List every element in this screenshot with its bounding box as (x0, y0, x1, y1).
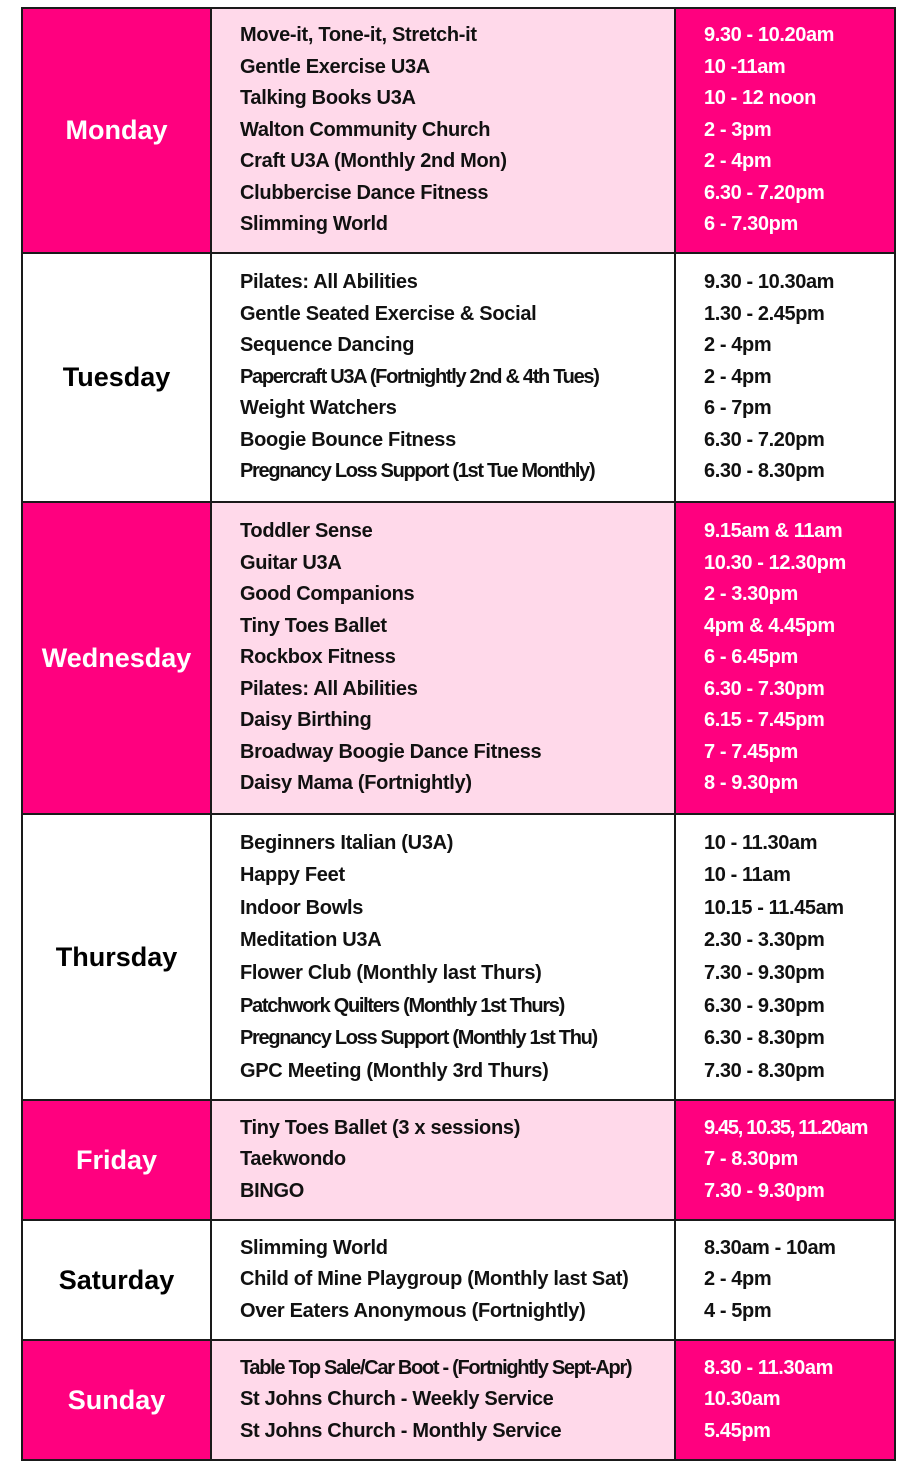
activity-time: 7.30 - 9.30pm (704, 1179, 825, 1202)
day-row-saturday (22, 1220, 895, 1340)
activity-time: 10 - 11.30am (704, 831, 818, 854)
activity-name: Daisy Mama (Fortnightly) (240, 772, 472, 795)
activity-name: Tiny Toes Ballet (3 x sessions) (240, 1116, 521, 1139)
activity-name: Craft U3A (Monthly 2nd Mon) (240, 150, 507, 173)
activity-time: 10 -11am (704, 55, 786, 78)
activity-time: 6.30 - 8.30pm (704, 460, 825, 483)
times-cell (675, 502, 895, 814)
activity-time: 6.15 - 7.45pm (704, 709, 825, 732)
activity-name: Broadway Boogie Dance Fitness (240, 740, 542, 763)
activity-name: Talking Books U3A (240, 87, 416, 110)
activity-name: Pregnancy Loss Support (1st Tue Monthly) (240, 460, 595, 483)
activity-time: 7.30 - 9.30pm (704, 962, 825, 984)
activity-time: 6.30 - 9.30pm (704, 994, 825, 1017)
activity-time: 2 - 4pm (704, 334, 772, 357)
activity-time: 7.30 - 8.30pm (704, 1059, 825, 1082)
activity-name: Pilates: All Abilities (240, 271, 418, 294)
activity-time: 6.30 - 7.20pm (704, 428, 825, 451)
activity-name: Gentle Exercise U3A (240, 55, 430, 78)
activity-time: 6 - 7.30pm (704, 213, 798, 236)
times-cell (675, 1340, 895, 1460)
activities-cell (211, 1100, 675, 1220)
activity-time: 2 - 3.30pm (704, 583, 798, 606)
day-label: Saturday (22, 1220, 211, 1340)
activity-name: Good Companions (240, 583, 415, 606)
day-row-friday (22, 1100, 895, 1220)
activity-name: St Johns Church - Weekly Service (240, 1388, 554, 1411)
activity-time: 9.30 - 10.20am (704, 24, 835, 47)
activity-name: Toddler Sense (240, 520, 373, 543)
times-cell (675, 814, 895, 1100)
activity-name: Patchwork Quilters (Monthly 1st Thurs) (240, 994, 564, 1017)
activity-name: Clubbercise Dance Fitness (240, 181, 489, 204)
activity-time: 2 - 4pm (704, 365, 772, 388)
activity-name: Table Top Sale/Car Boot - (Fortnightly Sept-Apr) (240, 1356, 632, 1379)
activity-time: 9.15am & 11am (704, 520, 843, 543)
day-row-wednesday (22, 502, 895, 814)
activity-name: BINGO (240, 1179, 305, 1202)
activity-name: Indoor Bowls (240, 896, 364, 919)
activity-name: Sequence Dancing (240, 334, 415, 357)
activity-name: Child of Mine Playgroup (Monthly last Sat) (240, 1268, 629, 1291)
activity-name: Meditation U3A (240, 929, 382, 952)
activity-name: Guitar U3A (240, 551, 342, 574)
day-label: Sunday (22, 1340, 211, 1460)
activity-name: Tiny Toes Ballet (240, 614, 387, 637)
activity-name: Pilates: All Abilities (240, 677, 418, 700)
activity-time: 4pm & 4.45pm (704, 614, 835, 637)
activity-name: Gentle Seated Exercise & Social (240, 302, 537, 325)
activity-time: 2 - 4pm (704, 150, 772, 173)
activity-name: Slimming World (240, 1236, 388, 1259)
activity-name: St Johns Church - Monthly Service (240, 1419, 562, 1442)
activity-name: Papercraft U3A (Fortnightly 2nd & 4th Tues) (240, 365, 599, 388)
day-label: Wednesday (22, 502, 211, 814)
activity-time: 6 - 6.45pm (704, 646, 798, 669)
activity-name: Taekwondo (240, 1148, 346, 1171)
activity-name: Walton Community Church (240, 118, 491, 141)
activity-name: Boogie Bounce Fitness (240, 428, 456, 451)
activity-time: 8 - 9.30pm (704, 772, 798, 795)
activity-time: 9.30 - 10.30am (704, 271, 835, 294)
day-row-sunday (22, 1340, 895, 1460)
activity-name: GPC Meeting (Monthly 3rd Thurs) (240, 1059, 549, 1082)
activity-name: Weight Watchers (240, 397, 397, 420)
weekly-timetable (21, 7, 896, 1461)
activity-time: 10 - 12 noon (704, 87, 816, 110)
activity-time: 2 - 4pm (704, 1268, 772, 1291)
day-label: Tuesday (22, 253, 211, 502)
activity-time: 5.45pm (704, 1419, 771, 1442)
activities-cell (211, 253, 675, 502)
activities-cell (211, 1340, 675, 1460)
activity-time: 10.15 - 11.45am (704, 896, 844, 919)
activity-time: 9.45, 10.35, 11.20am (704, 1116, 868, 1139)
activities-cell (211, 502, 675, 814)
activity-time: 10.30 - 12.30pm (704, 551, 846, 574)
activity-time: 8.30 - 11.30am (704, 1356, 833, 1379)
activities-cell (211, 1220, 675, 1340)
activity-name: Pregnancy Loss Support (Monthly 1st Thu) (240, 1027, 597, 1050)
times-cell (675, 1220, 895, 1340)
activity-name: Flower Club (Monthly last Thurs) (240, 962, 542, 984)
activity-time: 6 - 7pm (704, 397, 772, 420)
day-row-thursday (22, 814, 895, 1100)
activity-time: 6.30 - 7.30pm (704, 677, 825, 700)
times-cell (675, 1100, 895, 1220)
activity-time: 7 - 8.30pm (704, 1148, 798, 1171)
activity-time: 10 - 11am (704, 864, 791, 887)
activity-time: 6.30 - 7.20pm (704, 181, 825, 204)
activity-time: 1.30 - 2.45pm (704, 302, 825, 325)
activity-time: 8.30am - 10am (704, 1236, 836, 1259)
activity-time: 6.30 - 8.30pm (704, 1027, 825, 1050)
activity-name: Daisy Birthing (240, 709, 372, 732)
day-label: Monday (22, 8, 211, 253)
activity-time: 2 - 3pm (704, 118, 772, 141)
activity-name: Beginners Italian (U3A) (240, 831, 454, 854)
day-row-monday (22, 8, 895, 253)
activity-time: 2.30 - 3.30pm (704, 929, 825, 952)
activity-name: Move-it, Tone-it, Stretch-it (240, 24, 477, 47)
activity-name: Happy Feet (240, 864, 345, 887)
times-cell (675, 8, 895, 253)
activity-name: Slimming World (240, 213, 388, 236)
activity-name: Rockbox Fitness (240, 646, 396, 669)
activity-time: 10.30am (704, 1388, 781, 1411)
activity-name: Over Eaters Anonymous (Fortnightly) (240, 1299, 586, 1322)
day-label: Thursday (22, 814, 211, 1100)
times-cell (675, 253, 895, 502)
activity-time: 4 - 5pm (704, 1299, 772, 1322)
day-label: Friday (22, 1100, 211, 1220)
activities-cell (211, 8, 675, 253)
activities-cell (211, 814, 675, 1100)
activity-time: 7 - 7.45pm (704, 740, 798, 763)
day-row-tuesday (22, 253, 895, 502)
